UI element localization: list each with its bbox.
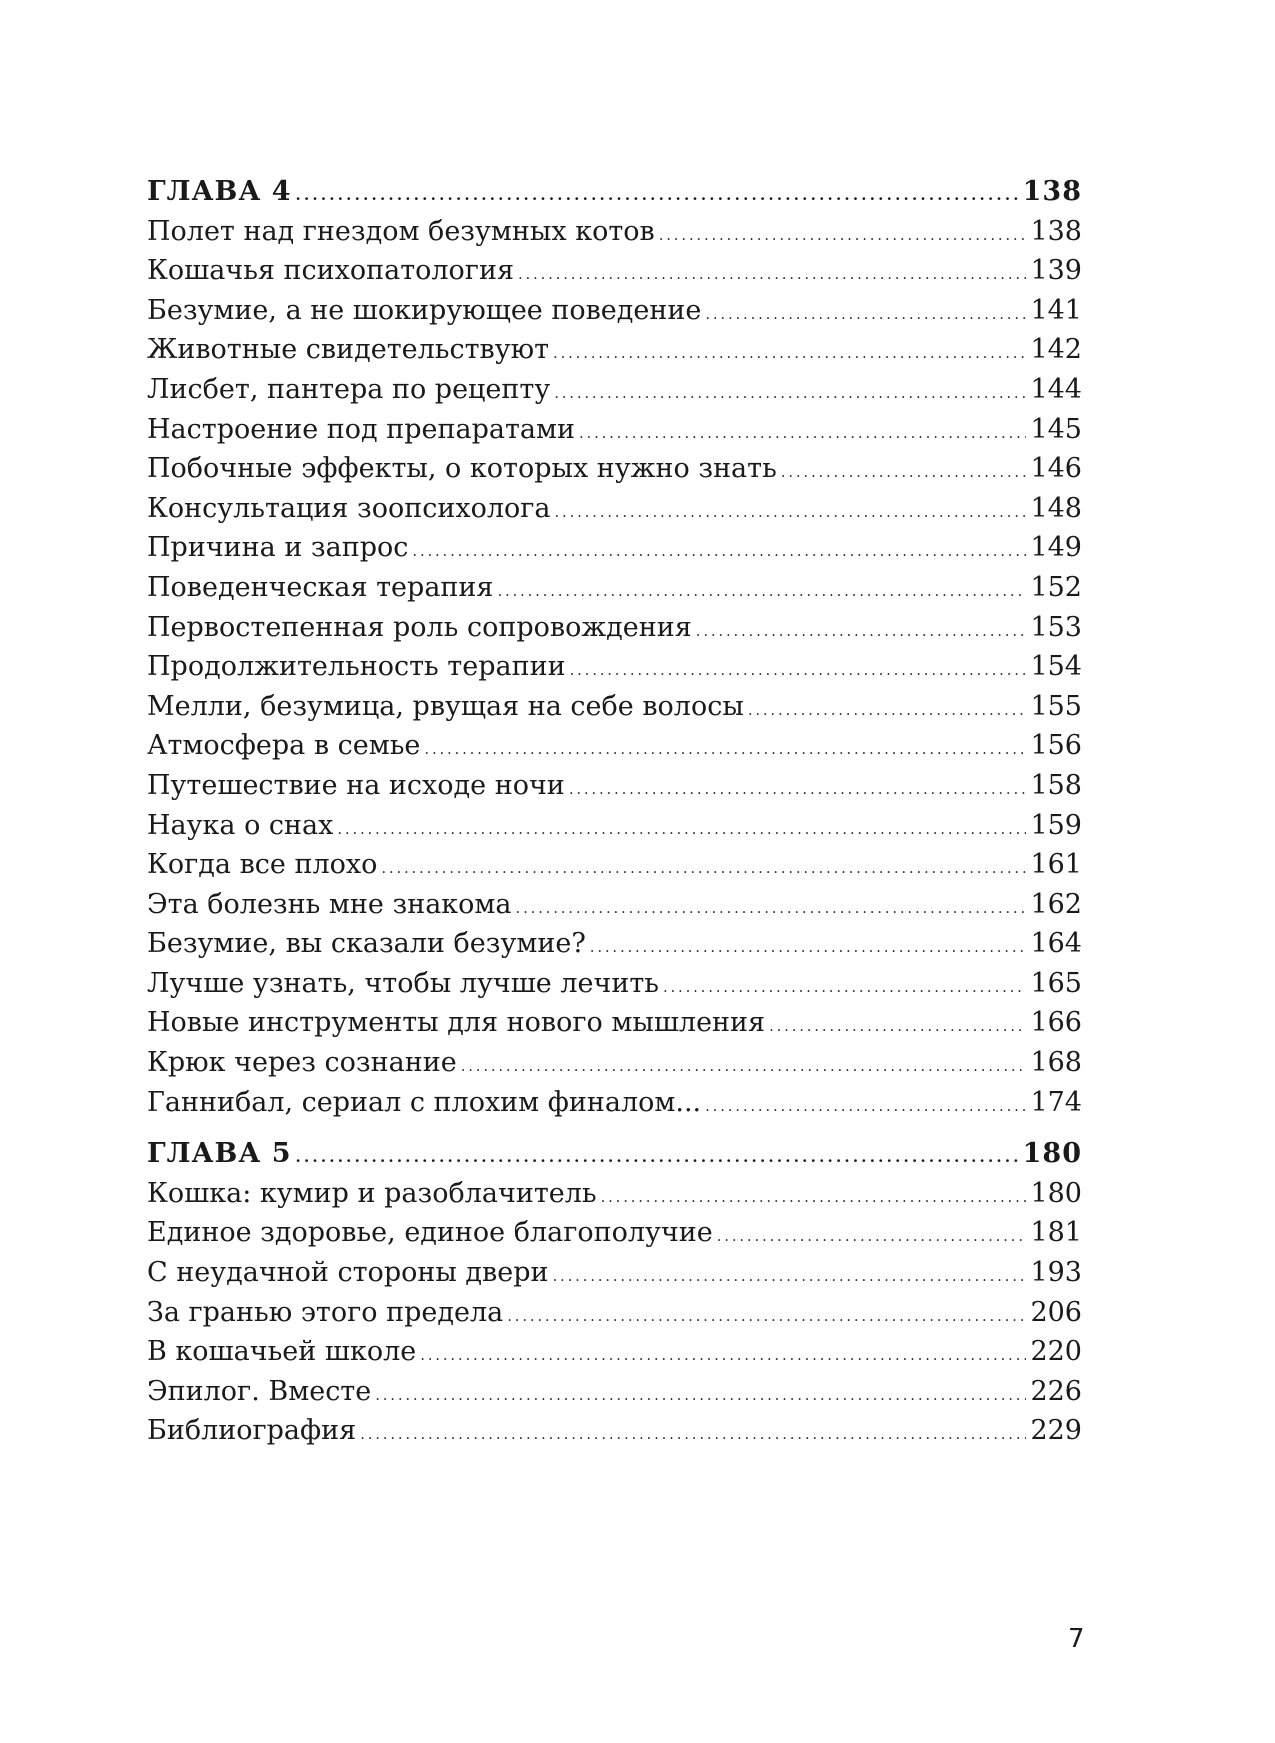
toc-entry bbox=[147, 647, 1082, 687]
toc-entry bbox=[147, 1083, 1082, 1123]
dot-leader bbox=[601, 1174, 1027, 1214]
dot-leader bbox=[420, 1332, 1026, 1372]
entry-title: Побочные эффекты, о которых нужно знать bbox=[147, 453, 777, 485]
entry-page: 162 bbox=[1030, 888, 1082, 920]
chapter-4-entries bbox=[147, 212, 1082, 1123]
toc-entry bbox=[147, 212, 1082, 252]
entry-title: Первостепенная роль сопровождения bbox=[147, 611, 692, 643]
dot-leader bbox=[717, 1213, 1027, 1253]
entry-page: 155 bbox=[1030, 690, 1082, 722]
entry-title: Единое здоровье, единое благополучие bbox=[147, 1217, 713, 1249]
entry-title: Продолжительность терапии bbox=[147, 651, 566, 683]
dot-leader bbox=[769, 1003, 1026, 1043]
dot-leader bbox=[412, 528, 1026, 568]
chapter-5-section bbox=[147, 1134, 1082, 1451]
entry-title: Библиография bbox=[147, 1415, 357, 1447]
dot-leader bbox=[569, 766, 1027, 806]
chapter-4-section bbox=[147, 172, 1082, 1122]
entry-page: 226 bbox=[1030, 1375, 1082, 1407]
entry-page: 156 bbox=[1030, 730, 1082, 762]
toc-entry bbox=[147, 528, 1082, 568]
entry-page: 181 bbox=[1030, 1217, 1082, 1249]
dot-leader bbox=[570, 647, 1027, 687]
entry-title: Кошачья психопатология bbox=[147, 255, 514, 287]
toc-entry bbox=[147, 410, 1082, 450]
toc-entry bbox=[147, 766, 1082, 806]
chapter-heading bbox=[147, 172, 1082, 212]
chapter-page: 180 bbox=[1022, 1138, 1082, 1170]
toc-entry bbox=[147, 370, 1082, 410]
entry-title: С неудачной стороны двери bbox=[147, 1257, 549, 1289]
toc-entry bbox=[147, 449, 1082, 489]
entry-title: Настроение под препаратами bbox=[147, 413, 575, 445]
entry-title: Поведенческая терапия bbox=[147, 571, 494, 603]
entry-page: 145 bbox=[1030, 413, 1082, 445]
entry-page: 142 bbox=[1030, 334, 1082, 366]
entry-page: 154 bbox=[1030, 651, 1082, 683]
dot-leader bbox=[553, 330, 1026, 370]
entry-title: Ганнибал, сериал с плохим финалом... bbox=[147, 1086, 702, 1118]
toc-entry bbox=[147, 924, 1082, 964]
entry-title: Эпилог. Вместе bbox=[147, 1375, 372, 1407]
dot-leader bbox=[554, 370, 1026, 410]
entry-title: Безумие, вы сказали безумие? bbox=[147, 928, 586, 960]
entry-title: Когда все плохо bbox=[147, 849, 378, 881]
chapter-heading bbox=[147, 1134, 1082, 1174]
dot-leader bbox=[705, 291, 1026, 331]
dot-leader bbox=[555, 489, 1027, 529]
dot-leader bbox=[461, 1043, 1027, 1083]
toc-entry bbox=[147, 726, 1082, 766]
entry-title: Путешествие на исходе ночи bbox=[147, 769, 565, 801]
toc-entry bbox=[147, 1174, 1082, 1214]
entry-page: 164 bbox=[1030, 928, 1082, 960]
entry-page: 152 bbox=[1030, 571, 1082, 603]
toc-entry bbox=[147, 330, 1082, 370]
toc-entry bbox=[147, 1332, 1082, 1372]
toc-entry bbox=[147, 845, 1082, 885]
toc-entry bbox=[147, 687, 1082, 727]
toc-entry bbox=[147, 1372, 1082, 1412]
dot-leader bbox=[705, 1083, 1026, 1123]
entry-title: Кошка: кумир и разоблачитель bbox=[147, 1177, 597, 1209]
dot-leader bbox=[696, 608, 1027, 648]
dot-leader bbox=[781, 449, 1027, 489]
entry-page: 180 bbox=[1030, 1177, 1082, 1209]
dot-leader bbox=[497, 568, 1026, 608]
entry-title: Лисбет, пантера по рецепту bbox=[147, 373, 551, 405]
entry-page: 153 bbox=[1030, 611, 1082, 643]
entry-page: 141 bbox=[1030, 294, 1082, 326]
entry-title: За гранью этого предела bbox=[147, 1296, 504, 1328]
toc-entry bbox=[147, 885, 1082, 925]
entry-page: 144 bbox=[1030, 373, 1082, 405]
entry-page: 174 bbox=[1030, 1086, 1082, 1118]
toc-entry bbox=[147, 291, 1082, 331]
chapter-5-entries bbox=[147, 1174, 1082, 1451]
chapter-title: ГЛАВА 5 bbox=[147, 1138, 292, 1170]
entry-page: 165 bbox=[1030, 967, 1082, 999]
entry-page: 193 bbox=[1030, 1257, 1082, 1289]
toc-entry bbox=[147, 964, 1082, 1004]
entry-page: 159 bbox=[1030, 809, 1082, 841]
dot-leader bbox=[518, 251, 1026, 291]
toc-entry bbox=[147, 1213, 1082, 1253]
toc-entry bbox=[147, 608, 1082, 648]
toc-entry bbox=[147, 1253, 1082, 1293]
entry-page: 158 bbox=[1030, 769, 1082, 801]
toc-entry bbox=[147, 251, 1082, 291]
entry-title: Крюк через сознание bbox=[147, 1047, 457, 1079]
dot-leader bbox=[507, 1293, 1026, 1333]
entry-page: 168 bbox=[1030, 1047, 1082, 1079]
dot-leader bbox=[296, 1134, 1019, 1174]
dot-leader bbox=[337, 806, 1026, 846]
entry-title: Животные свидетельствуют bbox=[147, 334, 550, 366]
entry-page: 166 bbox=[1030, 1007, 1082, 1039]
page-number: 7 bbox=[1068, 1624, 1085, 1654]
entry-title: Мелли, безумица, рвущая на себе волосы bbox=[147, 690, 744, 722]
table-of-contents bbox=[147, 172, 1082, 1463]
entry-title: Эта болезнь мне знакома bbox=[147, 888, 512, 920]
dot-leader bbox=[553, 1253, 1027, 1293]
dot-leader bbox=[590, 924, 1027, 964]
toc-entry bbox=[147, 1293, 1082, 1333]
entry-page: 149 bbox=[1030, 532, 1082, 564]
toc-entry bbox=[147, 568, 1082, 608]
dot-leader bbox=[748, 687, 1027, 727]
dot-leader bbox=[381, 845, 1026, 885]
entry-title: В кошачьей школе bbox=[147, 1336, 417, 1368]
toc-entry bbox=[147, 1411, 1082, 1451]
entry-title: Лучше узнать, чтобы лучше лечить bbox=[147, 967, 659, 999]
chapter-title: ГЛАВА 4 bbox=[147, 176, 292, 207]
entry-page: 148 bbox=[1030, 492, 1082, 524]
entry-page: 220 bbox=[1030, 1336, 1082, 1368]
dot-leader bbox=[663, 964, 1026, 1004]
entry-title: Причина и запрос bbox=[147, 532, 409, 564]
entry-page: 139 bbox=[1030, 255, 1082, 287]
entry-title: Новые инструменты для нового мышления bbox=[147, 1007, 766, 1039]
entry-page: 138 bbox=[1030, 215, 1082, 247]
entry-page: 206 bbox=[1030, 1296, 1082, 1328]
entry-title: Полет над гнездом безумных котов bbox=[147, 215, 655, 247]
toc-entry bbox=[147, 489, 1082, 529]
dot-leader bbox=[296, 172, 1019, 212]
dot-leader bbox=[516, 885, 1027, 925]
chapter-page: 138 bbox=[1022, 176, 1082, 207]
dot-leader bbox=[375, 1372, 1026, 1412]
dot-leader bbox=[424, 726, 1026, 766]
entry-page: 161 bbox=[1030, 849, 1082, 881]
toc-entry bbox=[147, 1003, 1082, 1043]
dot-leader bbox=[659, 212, 1027, 252]
dot-leader bbox=[360, 1411, 1026, 1451]
toc-entry bbox=[147, 806, 1082, 846]
entry-title: Безумие, а не шокирующее поведение bbox=[147, 294, 702, 326]
entry-title: Наука о снах bbox=[147, 809, 334, 841]
entry-page: 146 bbox=[1030, 453, 1082, 485]
toc-entry bbox=[147, 1043, 1082, 1083]
entry-title: Консультация зоопсихолога bbox=[147, 492, 551, 524]
entry-page: 229 bbox=[1030, 1415, 1082, 1447]
dot-leader bbox=[579, 410, 1026, 450]
entry-title: Атмосфера в семье bbox=[147, 730, 421, 762]
